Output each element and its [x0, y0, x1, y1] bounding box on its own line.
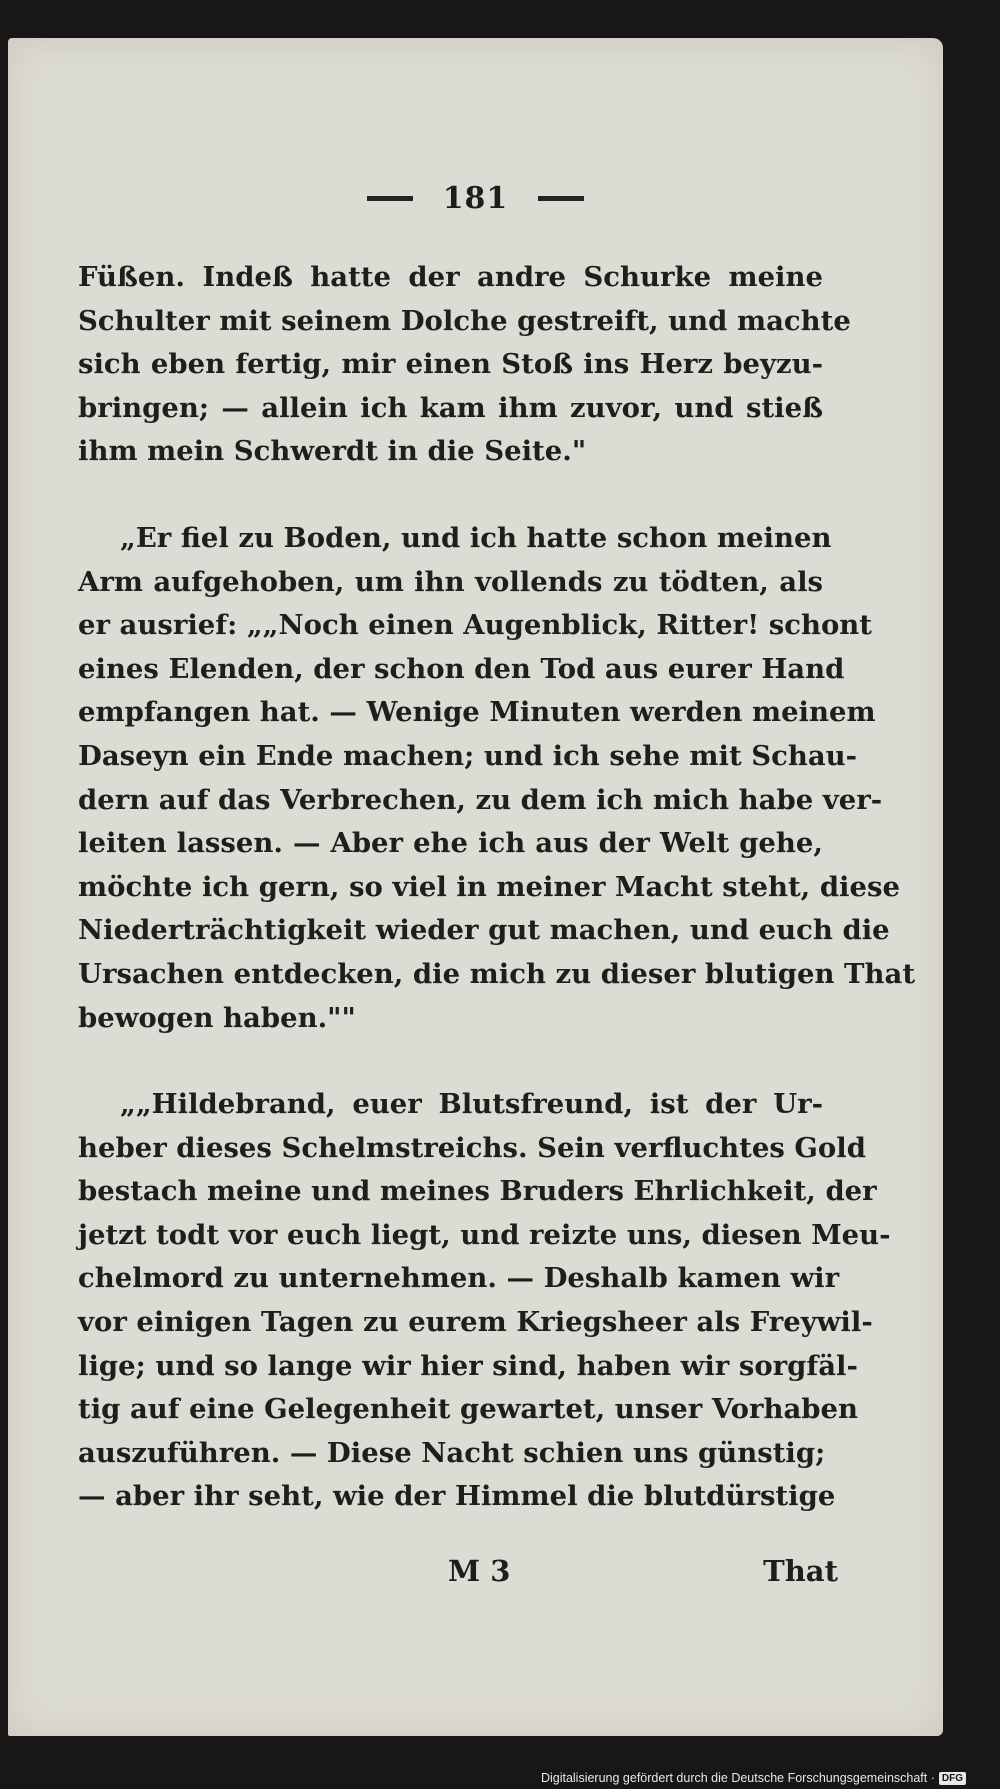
page-body — [78, 256, 916, 1519]
text-line: Schulter mit seinem Dolche gestreift, und machte — [78, 304, 851, 337]
text-line: bringen; — allein ich kam ihm zuvor, und stieß — [78, 391, 823, 424]
text-line: tig auf eine Gelegenheit gewartet, unser Vorhaben — [78, 1393, 858, 1426]
text-line: „Er fiel zu Boden, und ich hatte schon meinen — [120, 521, 832, 554]
text-line: Niederträchtigkeit wieder gut machen, und euch die — [78, 914, 890, 947]
text-line: Füßen. Indeß hatte der andre Schurke meine — [78, 261, 823, 293]
text-line: Ursachen entdecken, die mich zu dieser blutigen That — [78, 957, 916, 990]
page-number: 181 — [442, 180, 509, 216]
text-line: chelmord zu unternehmen. — Deshalb kamen wir — [78, 1262, 840, 1295]
paragraph-gap — [78, 1040, 823, 1083]
text-line: ihm mein Schwerdt in die Seite." — [78, 435, 587, 468]
text-line: er ausrief: „„Noch einen Augenblick, Ritter! schont — [78, 609, 872, 642]
page-footer — [78, 1554, 838, 1604]
text-line: Arm aufgehoben, um ihn vollends zu tödten, als — [78, 565, 823, 598]
text-line: heber dieses Schelmstreichs. Sein verfluchtes Gold — [78, 1131, 866, 1164]
text-line: bewogen haben."" — [78, 1001, 356, 1034]
text-line: sich eben fertig, mir einen Stoß ins Herz beyzu- — [78, 348, 823, 381]
text-line: empfangen hat. — Wenige Minuten werden meinem — [78, 696, 876, 729]
text-line: möchte ich gern, so viel in meiner Macht steht, diese — [78, 870, 900, 903]
text-line: dern auf das Verbrechen, zu dem ich mich habe ver- — [78, 783, 883, 816]
text-line: — aber ihr seht, wie der Himmel die blutdürstige — [78, 1480, 836, 1513]
text-line: „„Hildebrand, euer Blutsfreund, ist der Ur- — [120, 1088, 823, 1121]
credit-text: Digitalisierung gefördert durch die Deutsche Forschungsgemeinschaft · — [540, 1771, 935, 1785]
signature-mark: M 3 — [448, 1554, 511, 1588]
dfg-logo: DFG — [939, 1772, 966, 1785]
text-line: lige; und so lange wir hier sind, haben wir sorgfäl- — [78, 1349, 858, 1382]
page-header — [8, 178, 943, 218]
header-rule-right — [538, 196, 584, 201]
digitization-credit — [541, 1771, 966, 1785]
text-line: vor einigen Tagen zu eurem Kriegsheer als Freywil- — [78, 1306, 873, 1339]
text-line: eines Elenden, der schon den Tod aus eurer Hand — [78, 652, 845, 685]
text-line: leiten lassen. — Aber ehe ich aus der Welt gehe, — [78, 827, 823, 860]
book-page — [8, 38, 943, 1736]
paragraph-gap — [78, 474, 823, 517]
text-line: bestach meine und meines Bruders Ehrlichkeit, der — [78, 1175, 877, 1208]
text-line: jetzt todt vor euch liegt, und reizte uns, diesen Meu- — [78, 1218, 891, 1251]
text-line: Daseyn ein Ende machen; und ich sehe mit Schau- — [78, 739, 858, 772]
text-line: auszuführen. — Diese Nacht schien uns günstig; — [78, 1436, 826, 1469]
header-rule-left — [367, 196, 413, 201]
catchword: That — [763, 1554, 838, 1588]
